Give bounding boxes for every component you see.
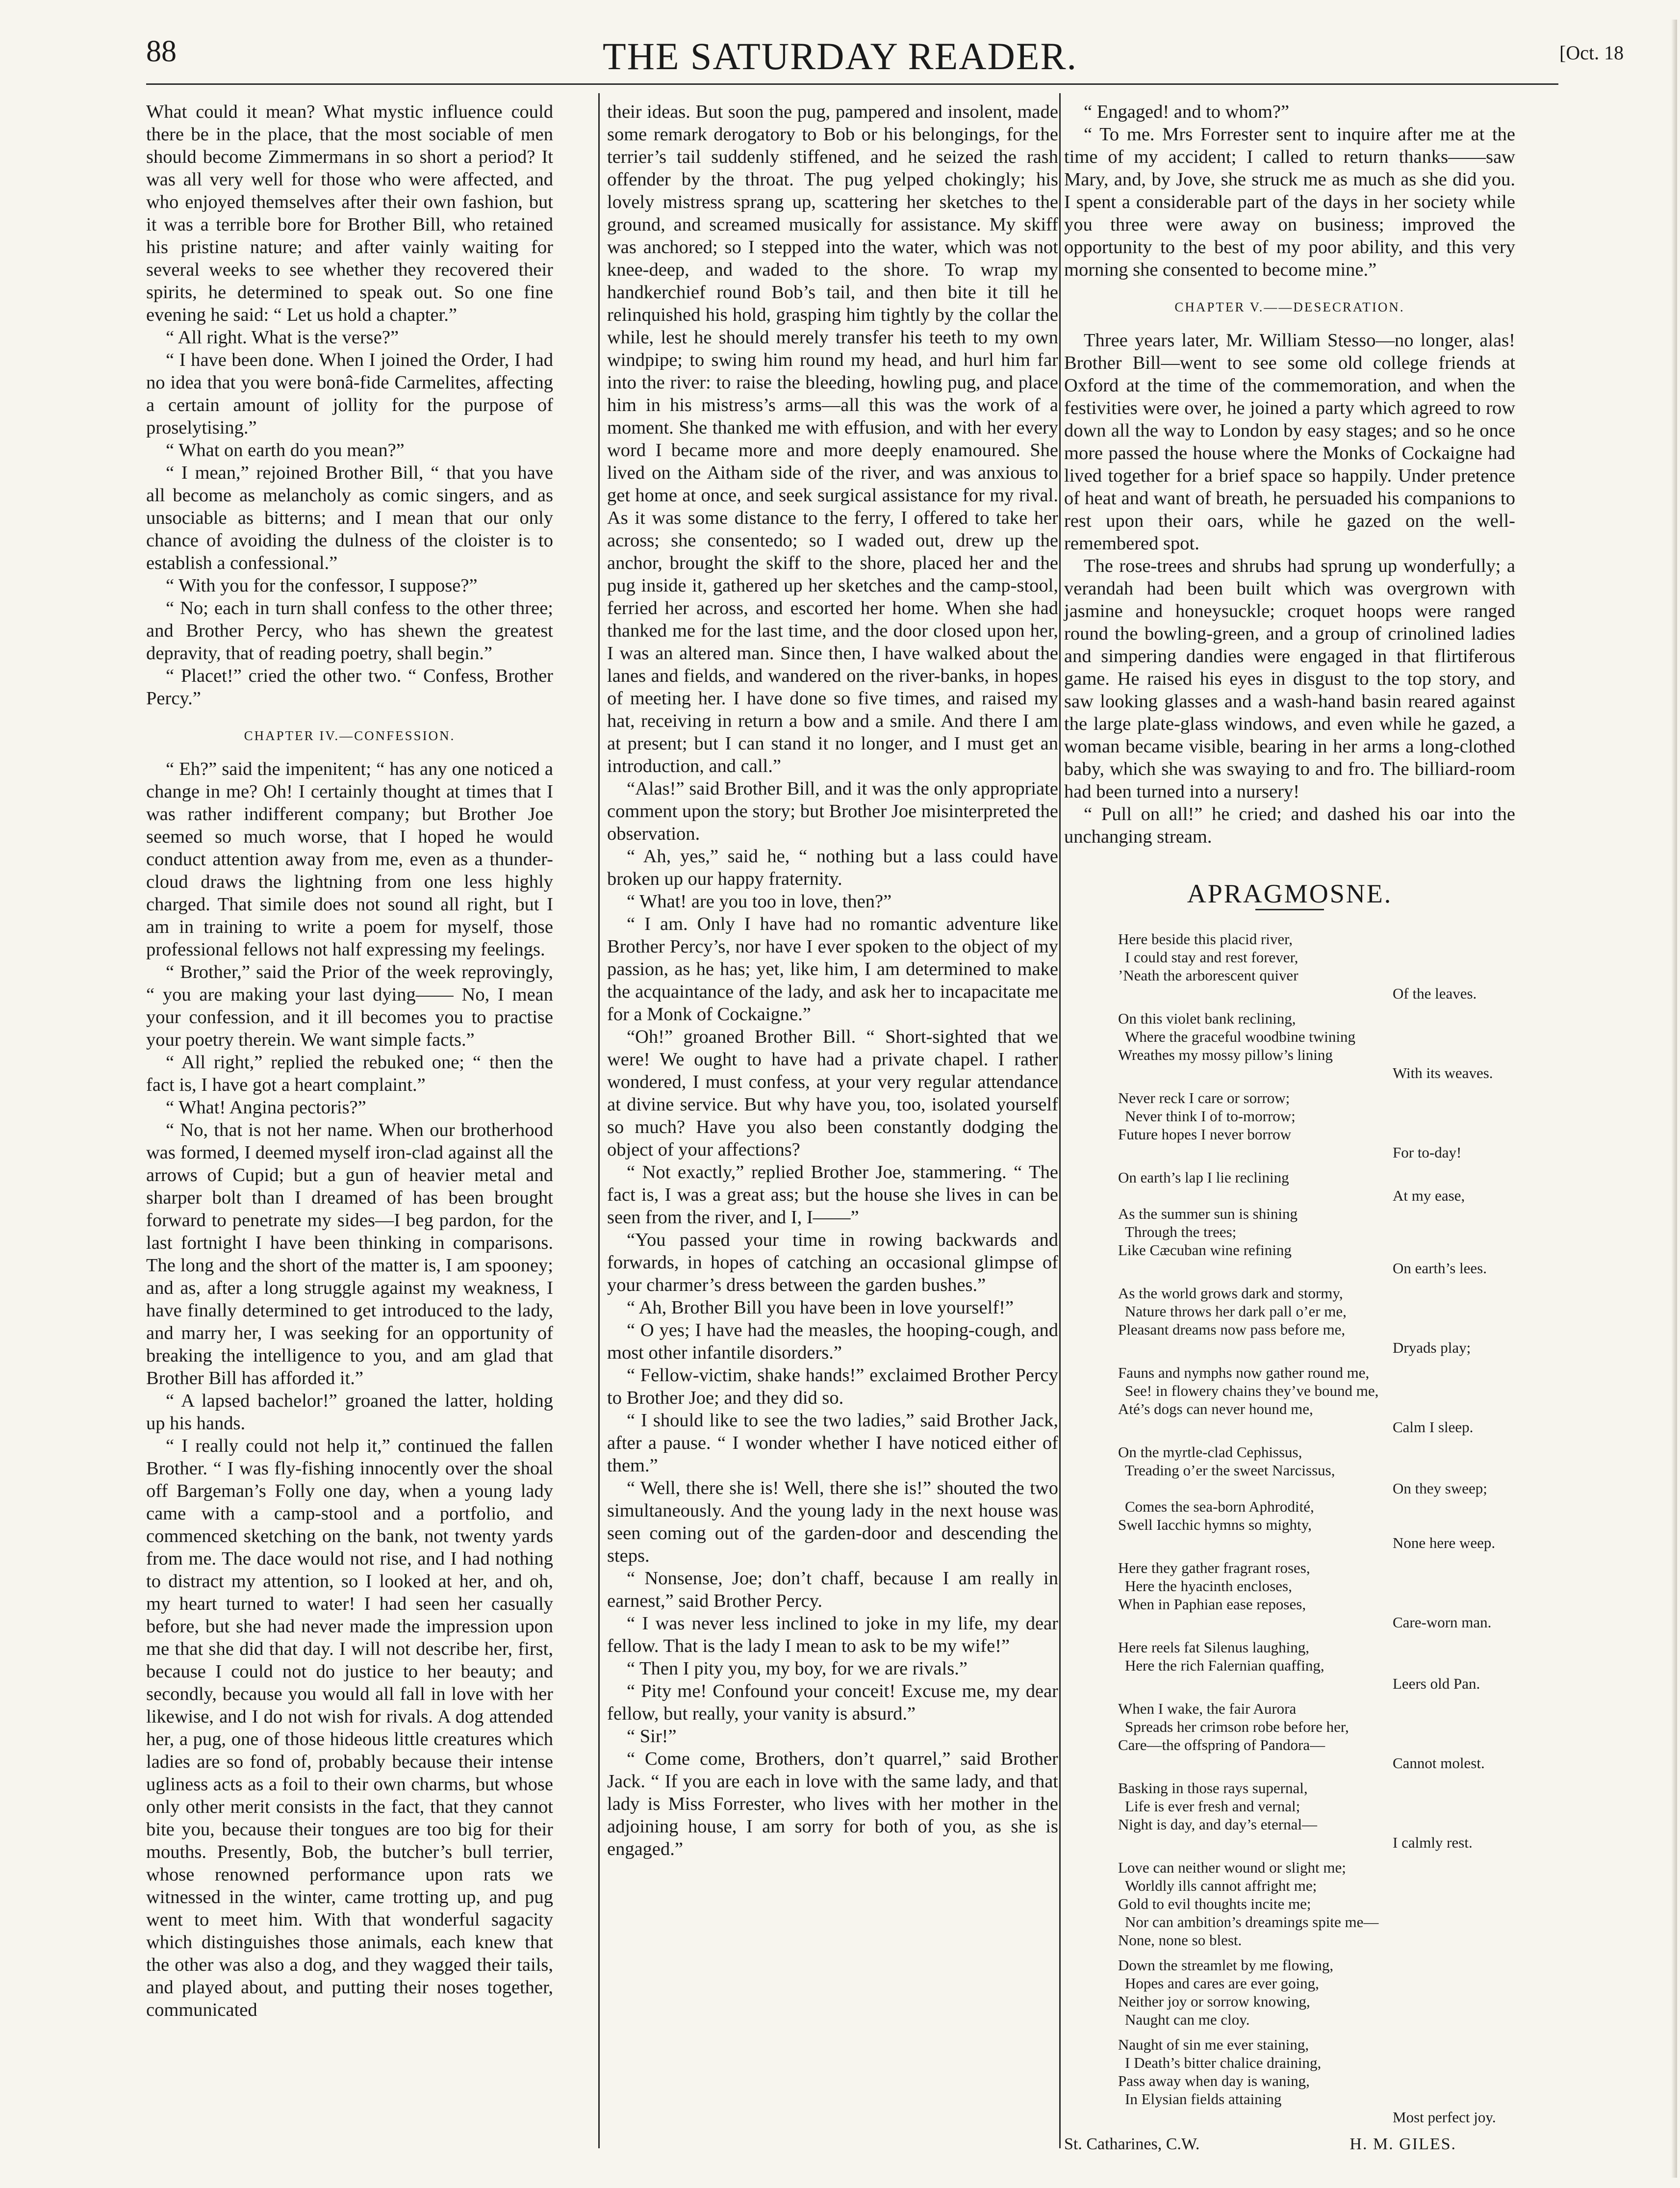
poem-line: On the myrtle-clad Cephissus, [1118,1443,1302,1461]
poem-line: Most perfect joy. [1393,2109,1496,2126]
paragraph: “ Nonsense, Joe; don’t chaff, because I am really in earnest,” said Brother Percy. [607,1568,1058,1611]
poem-stanza [1118,1858,1515,1949]
paragraph: “ With you for the confessor, I suppose?” [166,575,478,596]
poem-line: Gold to evil thoughts incite me; [1118,1895,1311,1912]
poem-line: In Elysian fields attaining [1125,2090,1282,2108]
paragraph: “You passed your time in rowing backwards and forwards, in hopes of catching an occasional glimpse of your charmer’s dress between the garden bushes.” [607,1230,1058,1295]
paragraph: “ Eh?” said the impenitent; “ has any one noticed a change in me? Oh! I certainly thought at times that I was rather indifferent company; but Brother Joe seemed so much worse, that I hoped he would conduct attention away from me, even as a thunder-cloud draws the lightning from one less highly charged. That simile does not sound all right, but I am in training to write a poem for myself, those professional fellows not half expressing my feelings. [146,759,553,960]
poem-line: Comes the sea-born Aphrodité, [1125,1498,1314,1515]
poem-line: As the world grows dark and stormy, [1118,1285,1343,1302]
paragraph: “ I have been done. When I joined the Order, I had no idea that you were bonâ-fide Carmelites, affecting a certain amount of jollity for the purpose of proselytising.” [146,350,553,438]
poem-signoff [1064,2133,1515,2158]
poem-line: On earth’s lees. [1393,1260,1487,1277]
header-rule [146,83,1558,85]
poem-line: See! in flowery chains they’ve bound me, [1125,1382,1379,1399]
paragraph: What could it mean? What mystic influence could there be in the place, that the most sociable of men should become Zimmermans in so short a period? It was all very well for those who were affected, and who enjoyed themselves after their own fashion, but it was a terrible bore for Brother Bill, who retained his pristine nature; and after vainly waiting for several weeks to see whether they recovered their spirits, he determined to speak out. So one fine evening he said: “ Let us hold a chapter.” [146,102,553,325]
paragraph: “ Pull on all!” he cried; and dashed his oar into the unchanging stream. [1064,804,1515,847]
paragraph: “ Fellow-victim, shake hands!” exclaimed Brother Percy to Brother Joe; and they did so. [607,1365,1058,1408]
poem-line: Neither joy or sorrow knowing, [1118,1993,1310,2010]
poem-line: When I wake, the fair Aurora [1118,1700,1297,1717]
poem-line: ’Neath the arborescent quiver [1118,967,1298,984]
poem-title: APRAGMOSNE. [1187,879,1393,908]
paragraph: “ All right,” replied the rebuked one; “ then the fact is, I have got a heart complaint.” [146,1052,553,1095]
poem-stanza [1118,1443,1515,1552]
poem-line: As the summer sun is shining [1118,1205,1298,1222]
column-1 [146,101,553,2136]
paragraph: “ Then I pity you, my boy, for we are rivals.” [627,1658,967,1679]
poem-stanza [1118,1699,1515,1772]
paragraph: “Alas!” said Brother Bill, and it was the only appropriate comment upon the story; but Brother Joe misinterpreted the observation. [607,778,1058,844]
paragraph: “ No, that is not her name. When our brotherhood was formed, I deemed myself iron-clad against all the arrows of Cupid; but a gun of heavier metal and sharper bolt than I dreamed of has been brought forward to penetrate my sides—I beg pardon, for the last fortnight I have been thinking in comparisons. The long and the short of the matter is, I am spooney; and as, after a long struggle against my weakness, I have finally determined to get introduced to the lady, and marry her, I was seeking for an opportunity of breaking the intelligence to you, and am glad that Brother Bill has afforded it.” [146,1120,553,1389]
paragraph: Three years later, Mr. William Stesso—no longer, alas! Brother Bill—went to see some old college friends at Oxford at the time of the commemoration, and when the festivities were over, he joined a party which agreed to row down all the way to London by easy stages; and so he once more passed the house where the Monks of Cockaigne had lived together for a brief space so happily. Under pretence of heat and want of breath, he persuaded his companions to rest upon their oars, while he gazed on the well-remembered spot. [1064,330,1515,554]
poem-line: Wreathes my mossy pillow’s lining [1118,1046,1333,1063]
col1-paragraphs [146,101,553,710]
poem-line: Here the hyacinth encloses, [1125,1577,1292,1595]
paragraph: “ All right. What is the verse?” [166,327,399,348]
paragraph: “ Pity me! Confound your conceit! Excuse me, my dear fellow, but really, your vanity is absurd.” [607,1681,1058,1724]
poem-line: None here weep. [1393,1534,1496,1551]
poem-stanza [1118,1284,1515,1357]
poem-line: Through the trees; [1125,1223,1237,1240]
paragraph: “Oh!” groaned Brother Bill. “ Short-sighted that we were! We ought to have had a private chapel. I rather wondered, I must confess, at your very regular attendance at divine service. But why have you, too, isolated yourself so much? Have you also been constantly dodging the object of your affections? [607,1027,1058,1160]
paragraph: “ Come come, Brothers, don’t quarrel,” said Brother Jack. “ If you are each in love with the same lady, and that lady is Miss Forrester, who lives with her mother in the adjoining house, I am sorry for both of you, as she is engaged.” [607,1749,1058,1859]
poem-line: Pleasant dreams now pass before me, [1118,1321,1346,1338]
poem-line: Swell Iacchic hymns so mighty, [1118,1516,1312,1533]
poem-line: On earth’s lap I lie reclining [1118,1169,1289,1186]
poem-line: Calm I sleep. [1393,1418,1474,1436]
column-rule-2 [1059,93,1061,2148]
poem-line: Spreads her crimson robe before her, [1125,1718,1349,1735]
paragraph: “ Not exactly,” replied Brother Joe, stammering. “ The fact is, I was a great ass; but the house she lives in can be seen from the river, and I, I——” [607,1162,1058,1228]
poem-stanza [1118,2035,1515,2126]
poem-line: Love can neither wound or slight me; [1118,1859,1346,1876]
paragraph: “ No; each in turn shall confess to the other three; and Brother Percy, who has shewn the greatest depravity, that of reading poetry, shall begin.” [146,598,553,664]
poem-line: Here they gather fragrant roses, [1118,1559,1310,1576]
paragraph: “ I should like to see the two ladies,” said Brother Jack, after a pause. “ I wonder whether I have noticed either of them.” [607,1410,1058,1476]
paragraph: “ O yes; I have had the measles, the hooping-cough, and most other infantile disorders.” [607,1320,1058,1363]
paragraph: “ What on earth do you mean?” [166,440,405,461]
poem [1064,930,1515,2126]
poem-line: Here the rich Falernian quaffing, [1125,1657,1324,1674]
paragraph: “ A lapsed bachelor!” groaned the latter, holding up his hands. [146,1390,553,1434]
poem-line: Dryads play; [1393,1339,1471,1356]
poem-line: Future hopes I never borrow [1118,1126,1291,1143]
poem-stanza [1118,1638,1515,1693]
paragraph: “ Ah, yes,” said he, “ nothing but a lass could have broken up our happy fraternity. [607,846,1058,889]
poem-line: Down the streamlet by me flowing, [1118,1956,1334,1974]
poem-line: Life is ever fresh and vernal; [1125,1798,1300,1815]
poem-line: Never reck I care or sorrow; [1118,1089,1290,1107]
paragraph: “ Well, there she is! Well, there she is!” shouted the two simultaneously. And the young lady in the next house was seen coming out of the garden-door and descending the steps. [607,1478,1058,1566]
poem-author: H. M. GILES. [1349,2135,1456,2153]
paragraph: “ I am. Only I have had no romantic adventure like Brother Percy’s, nor have I ever spoken to the object of my passion, as he has; yet, like him, I am determined to make the acquaintance of the lady, and ask her to incapacitate me for a Monk of Cockaigne.” [607,914,1058,1025]
poem-line: Leers old Pan. [1393,1675,1480,1692]
chapter-heading: CHAPTER IV.—CONFESSION. [244,728,456,743]
paragraph: “ To me. Mrs Forrester sent to inquire after me at the time of my accident; I called to return thanks——saw Mary, and, by Jove, she struck me as much as she did you. I spent a considerable part of the days in her society while you three were away on business; improved the opportunity to the best of my poor ability, and this very morning she consented to become mine.” [1064,124,1515,280]
column-2 [607,101,1058,2136]
poem-stanza [1118,1956,1515,2029]
poem-line: Like Cæcuban wine refining [1118,1241,1292,1259]
poem-place: St. Catharines, C.W. [1064,2135,1200,2153]
poem-line: Hopes and cares are ever going, [1125,1975,1319,1992]
poem-line: Here beside this placid river, [1118,930,1293,948]
poem-line: On they sweep; [1393,1480,1487,1497]
poem-line: On this violet bank reclining, [1118,1010,1296,1027]
poem-line: None, none so blest. [1118,1931,1242,1949]
poem-line: Worldly ills cannot affright me; [1125,1877,1317,1894]
page-header [0,0,1680,83]
paragraph: The rose-trees and shrubs had sprung up wonderfully; a verandah had been built which was overgrown with jasmine and honeysuckle; croquet hoops were ranged round the bowling-green, and a group of crinolined ladies and simpering dandies were engaged in that flirtiferous game. He raised his eyes in disgust to the top story, and saw looking glasses and a wash-hand basin reared against the large plate-glass windows, and even while he gazed, a woman became visible, bearing in her arms a long-clothed baby, which she was swaying to and fro. The billiard-room had been turned into a nursery! [1064,556,1515,802]
poem-line: Nor can ambition’s dreamings spite me— [1125,1913,1379,1931]
poem-line: Night is day, and day’s eternal— [1118,1816,1318,1833]
poem-line: Of the leaves. [1393,985,1477,1002]
issue-date: [Oct. 18 [1559,42,1624,64]
poem-title-rule [1255,909,1324,910]
paragraph: “ Placet!” cried the other two. “ Confess, Brother Percy.” [146,666,553,709]
poem-line: Fauns and nymphs now gather round me, [1118,1364,1370,1381]
paragraph: “ I mean,” rejoined Brother Bill, “ that you have all become as melancholy as comic singers, and as unsociable as bitterns; and I mean that our only chance of avoiding the dulness of the cloister is to establish a confessional.” [146,463,553,573]
paragraph: “ I really could not help it,” continued the fallen Brother. “ I was fly-fishing innocently over the shoal off Bargeman’s Folly one day, when a young lady came with a camp-stool and a portfolio, and commenced sketching on the bank, not twenty yards from me. The dace would not rise, and I had nothing to distract my attention, so I looked at her, and oh, my heart turned to water! I had seen her casually before, but she had never made the impression upon me that she did that day. I will not describe her, first, because I could not do justice to her beauty; and secondly, because you would all fall in love with her likewise, and I do not wish for rivals. A dog attended her, a pug, one of those hideous little creatures which ladies are so fond of, probably because their intense ugliness acts as a foil to their own charms, but whose only other merit consists in the fact, that they cannot bite you, because their tongues are too big for their mouths. Presently, Bob, the butcher’s bull terrier, whose renowned performance upon rats we witnessed in the winter, came trotting up, and pug went to meet him. With that wonderful sagacity which distinguishes those animals, each knew that the other was also a dog, and they wagged their tails, and played about, and putting their noses together, communicated [146,1436,553,2020]
chapter-heading: CHAPTER V.——DESECRATION. [1174,300,1405,314]
poem-line: Até’s dogs can never hound me, [1118,1400,1313,1417]
poem-line: I could stay and rest forever, [1125,949,1298,966]
poem-line: Naught can me cloy. [1125,2011,1250,2028]
paragraph: “ I was never less inclined to joke in my life, my dear fellow. That is the lady I mean to ask to be my wife!” [607,1613,1058,1656]
paragraph: “ Engaged! and to whom?” [1084,102,1290,122]
column-3 [1064,101,1515,2153]
poem-line: Care—the offspring of Pandora— [1118,1736,1325,1753]
poem-line: Here reels fat Silenus laughing, [1118,1639,1309,1656]
poem-stanza [1118,1779,1515,1852]
poem-stanza [1118,1168,1515,1277]
paragraph: their ideas. But soon the pug, pampered and insolent, made some remark derogatory to Bob or his belongings, for the terrier’s tail suddenly stiffened, and he seized the rash offender by the throat. The pug yelped chokingly; his lovely mistress sprang up, scattering her sketches to the ground, and screamed musically for assistance. My skiff was anchored; so I stepped into the water, which was not knee-deep, and waded to the shore. To wrap my handkerchief round Bob’s tail, and then bite it till he relinquished his hold, grasping him tightly by the collar the while, lest he should merely transfer his teeth to my own windpipe; to swing him round my head, and hurl him far into the river: to raise the bleeding, howling pug, and place him in his mistress’s arms—all this was the work of a moment. She thanked me with effusion, and with her every word I became more and more deeply enamoured. She lived on the Aitham side of the river, and was anxious to get home at once, and seek surgical assistance for my rival. As it was some distance to the ferry, I offered to take her across; she consentedo; so I waded out, drew up the anchor, brought the skiff to the shore, placed her and the pug inside it, gathered up her sketches and the camp-stool, ferried her across, and escorted her home. When she had thanked me for the last time, and the door closed upon her, I was an altered man. Since then, I have walked about the lanes and fields, and wandered on the river-banks, in hopes of meeting her. I have done so five times, and raised my hat, receiving in return a bow and a smile. And there I am at present; but I can stand it no longer, and I must get an introduction, and call.” [607,102,1058,776]
poem-line: Basking in those rays supernal, [1118,1779,1308,1797]
page-number: 88 [146,35,177,68]
paragraph: “ Ah, Brother Bill you have been in love yourself!” [627,1297,1014,1318]
poem-line: For to-day! [1393,1144,1462,1161]
poem-stanza [1118,1009,1515,1082]
poem-line: Treading o’er the sweet Narcissus, [1125,1462,1335,1479]
poem-line: I calmly rest. [1393,1834,1473,1851]
paragraph: “ Brother,” said the Prior of the week reprovingly, “ you are making your last dying—— No, I mean your confession, and it ill becomes you to practise your poetry therein. We want simple facts.” [146,962,553,1050]
paragraph: “ What! are you too in love, then?” [627,891,892,912]
poem-line: Never think I of to-morrow; [1125,1107,1296,1125]
poem-stanza [1118,1364,1515,1436]
poem-line: With its weaves. [1393,1064,1493,1081]
page-edge [1671,20,1677,2178]
poem-line: Naught of sin me ever staining, [1118,2036,1309,2053]
poem-line: Pass away when day is waning, [1118,2072,1310,2089]
paragraph: “ What! Angina pectoris?” [166,1097,366,1118]
poem-stanza [1118,1089,1515,1161]
col1b-paragraphs [146,758,553,2021]
masthead-title: THE SATURDAY READER. [602,35,1078,77]
poem-line: Nature throws her dark pall o’er me, [1125,1303,1347,1320]
poem-line: At my ease, [1393,1187,1465,1204]
poem-line: Where the graceful woodbine twining [1125,1028,1355,1045]
paragraph: “ Sir!” [627,1726,677,1747]
poem-stanza [1118,930,1515,1003]
column-rule-1 [598,93,600,2148]
poem-stanza [1118,1559,1515,1631]
poem-line: Cannot molest. [1393,1754,1485,1772]
poem-line: I Death’s bitter chalice draining, [1125,2054,1322,2071]
poem-line: Care-worn man. [1393,1614,1492,1631]
poem-line: When in Paphian ease reposes, [1118,1596,1306,1613]
